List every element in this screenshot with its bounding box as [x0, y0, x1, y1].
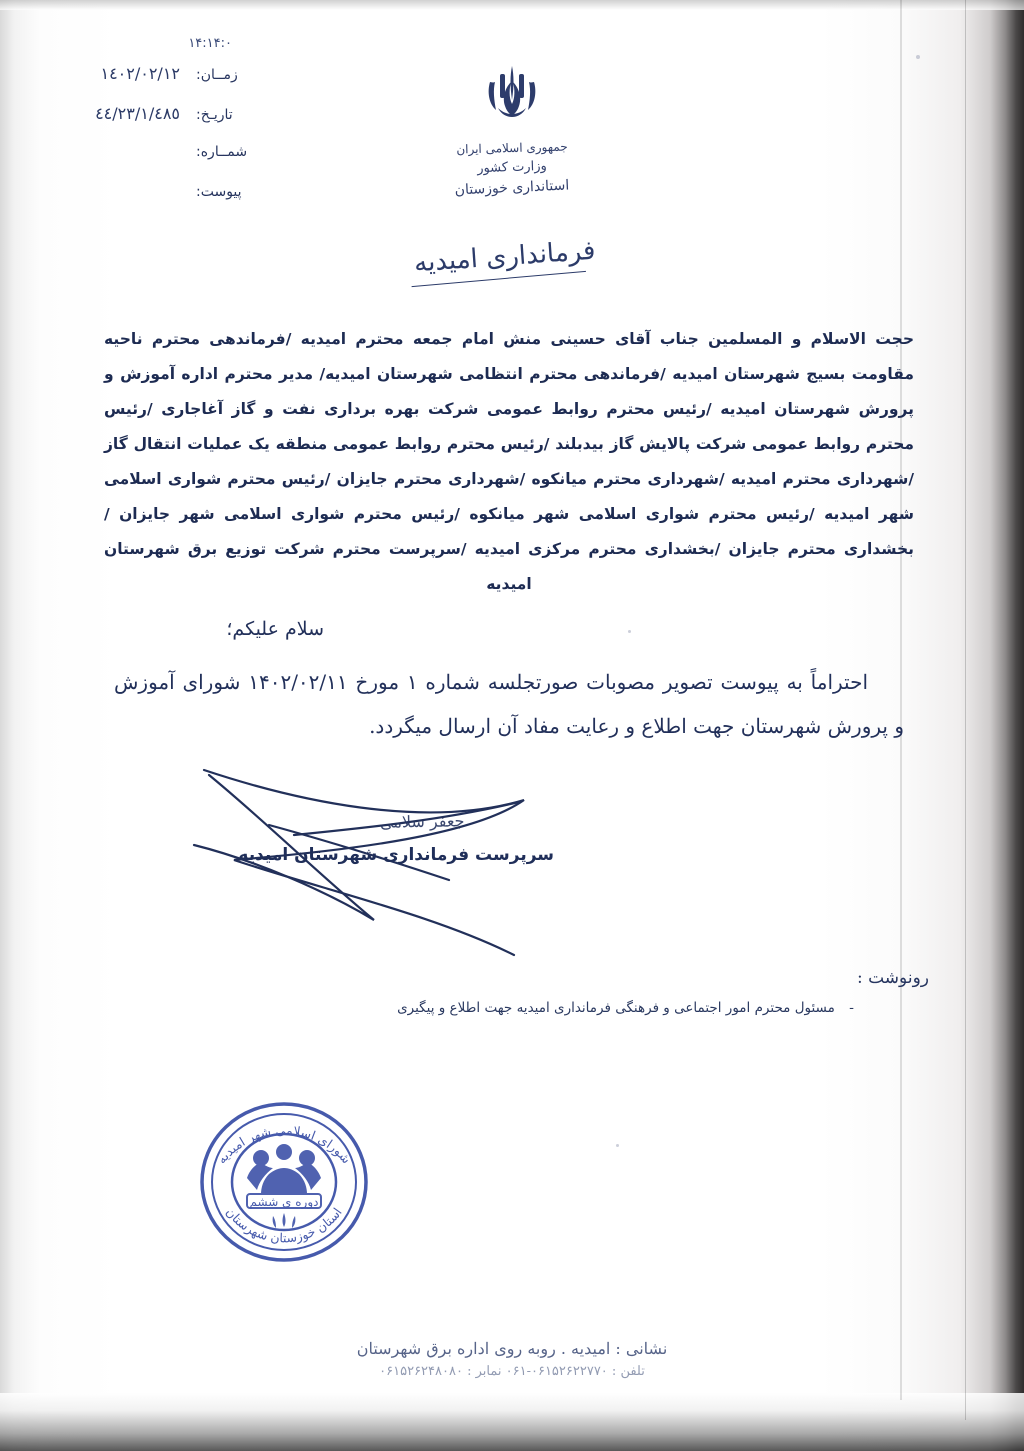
meta-label-number: شمــاره:	[196, 144, 248, 160]
meta-row-date	[24, 104, 254, 144]
scan-speck	[616, 1144, 619, 1147]
signatory-role: سرپرست فرمانداری شهرستان امیدیه	[238, 845, 554, 865]
cc-title: رونوشت :	[856, 968, 929, 988]
scan-speck	[628, 630, 631, 633]
footer-telephone: تلفن : ۰۶۱۵۲۶۲۲۷۷۰-۰۶۱ نمابر : ۰۶۱۵۲۶۲۴۸۰۸۰	[379, 1364, 645, 1379]
meta-label-date: تاریـخ:	[196, 107, 233, 123]
footer-address: نشانی : امیدیه . روبه روی اداره برق شهرستان	[356, 1339, 668, 1358]
cc-list-item	[154, 1000, 854, 1016]
organization-lines	[452, 138, 572, 198]
scan-speck	[916, 55, 920, 59]
recipients-block: حجت الاسلام و المسلمین جناب آقای حسینی منش امام جمعه محترم امیدیه /فرماندهی محترم ناحیه مقاومت بسیج شهرستان امیدیه /فرماندهی محترم انتظامی شهرستان امیدیه/ مدیر محترم اداره آموزش و پرورش شهرستان امیدیه /رئیس محترم روابط عمومی شرکت بهره برداری نفت و گاز آغاجاری /رئیس محترم روابط عمومی شرکت پالایش گاز بیدبلند /رئیس محترم روابط عمومی منطقه یک عملیات انتقال گاز /شهرداری محترم امیدیه /شهرداری محترم میانکوه /شهرداری محترم جایزان /رئیس محترم شواری اسلامی شهر امیدیه /رئیس محترم شواری اسلامی شهر میانکوه /رئیس محترم شواری اسلامی شهر جایزان /بخشداری محترم جایزان /بخشداری محترم مرکزی امیدیه /سرپرست محترم شرکت توزیع برق شهرستان امیدیه	[104, 330, 914, 593]
letter-body: احتراماً به پیوست تصویر مصوبات صورتجلسه شماره ۱ مورخ ۱۴۰۲/۰۲/۱۱ شورای آموزش و پرورش شهرستان جهت اطلاع و رعایت مفاد آن ارسال میگردد.	[114, 670, 904, 738]
cc-item-text: مسئول محترم امور اجتماعی و فرهنگی فرمانداری امیدیه جهت اطلاع و پیگیری	[397, 1000, 835, 1016]
iran-emblem-icon	[452, 62, 572, 132]
office-title-text: فرمانداری امیدیه	[413, 235, 597, 279]
official-seal-stamp	[189, 1082, 379, 1277]
org-line-ministry: وزارت کشور	[476, 158, 548, 177]
footer-block	[0, 1339, 1024, 1379]
meta-row-attachment	[24, 184, 254, 224]
org-line-country: جمهوری اسلامی ایران	[456, 139, 568, 157]
meta-value-date: ٤٤/٢٣/١/٤٨٥	[95, 104, 180, 123]
header-meta-block	[24, 38, 254, 224]
meta-label-time: زمــان:	[196, 67, 238, 83]
meta-row-time	[24, 64, 254, 104]
cc-bullet-dash: -	[849, 1000, 854, 1016]
salutation: سلام علیکم؛	[226, 618, 324, 640]
stamp-top-text: شورای اسلامی شهر امیدیه	[213, 1122, 355, 1167]
stamp-bottom-text: استان خوزستان شهرستان	[223, 1204, 345, 1246]
office-title	[379, 233, 631, 287]
meta-label-attachment: پیوست:	[196, 184, 242, 200]
meta-row-number	[24, 144, 254, 184]
letterhead-emblem	[452, 62, 572, 198]
header-time-stamp: ۱۴:۱۴:۰	[188, 36, 232, 51]
signatory-name: جعفر سلامی	[379, 811, 465, 832]
org-line-province: استانداری خوزستان	[454, 177, 570, 199]
stamp-middle-text: دوره ی ششم	[249, 1195, 319, 1209]
meta-value-time: ١٤٠٢/٠٢/١٢	[100, 64, 180, 83]
